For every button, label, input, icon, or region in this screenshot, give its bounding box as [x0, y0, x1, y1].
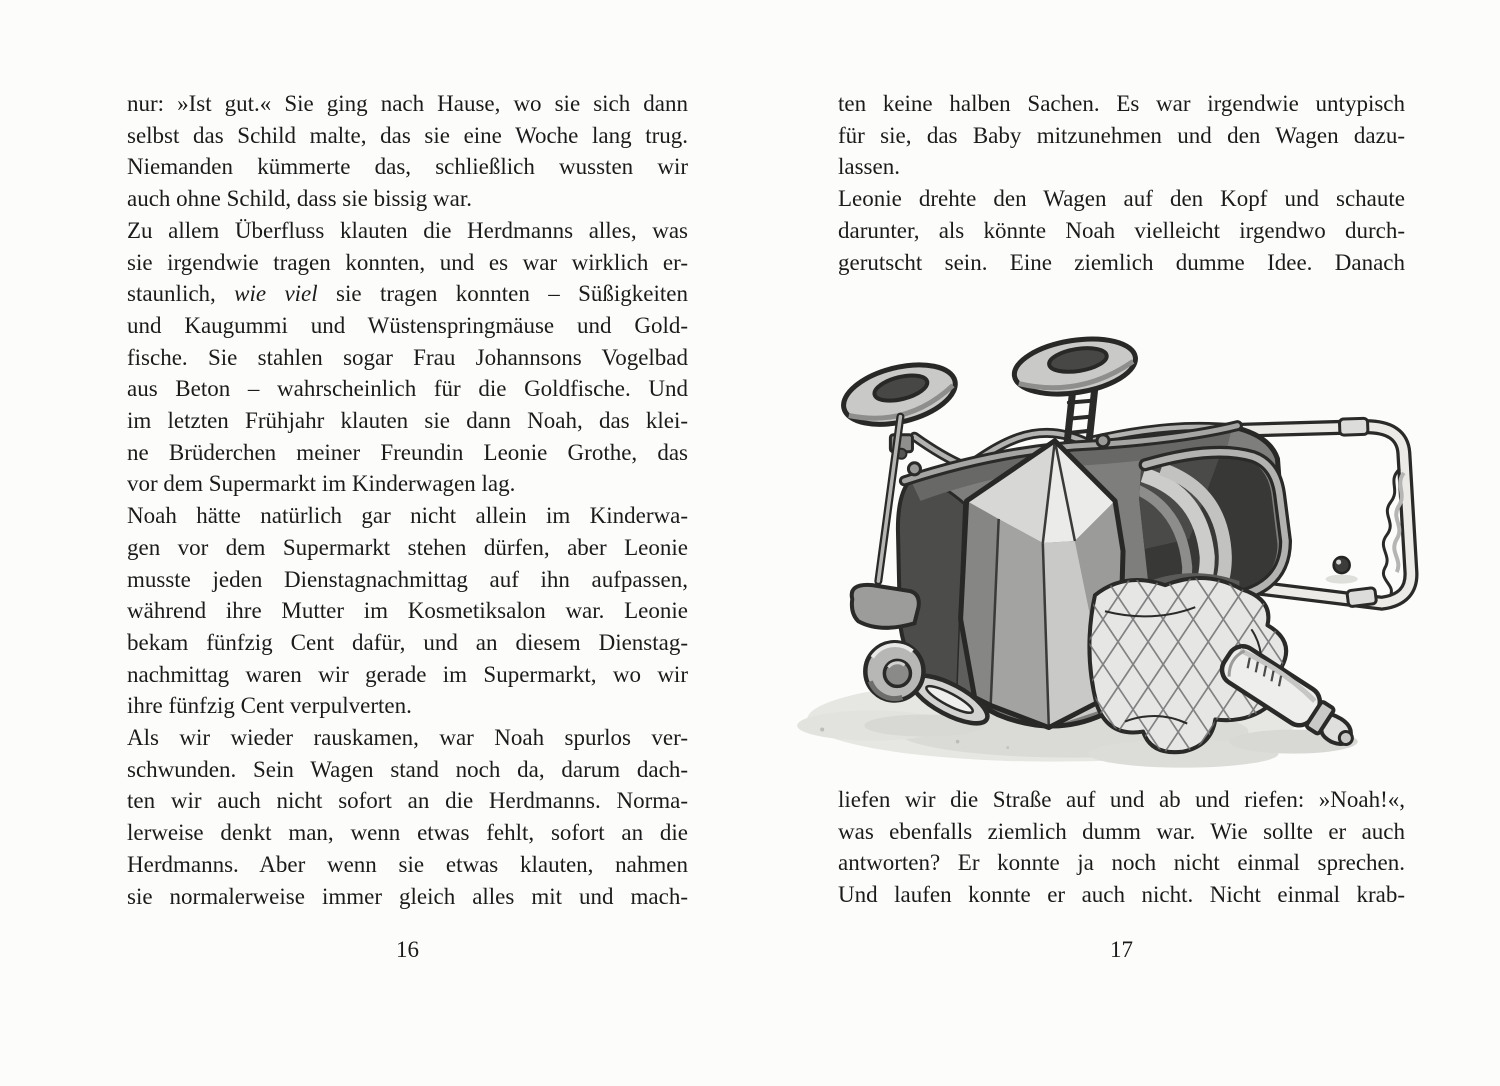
- text-line: gen vor dem Supermarkt stehen dürfen, aber Leonie: [127, 534, 688, 560]
- text-line: ne Brüderchen meiner Freundin Leonie Grothe, das: [127, 439, 688, 465]
- text-line: staunlich, wie viel sie tragen konnten – Süßigkeiten: [127, 281, 688, 307]
- text-line: und Kaugummi und Wüstenspringmäuse und Gold-: [127, 312, 688, 338]
- text-line: im letzten Frühjahr klauten sie dann Noah, das klei-: [127, 408, 688, 434]
- pram-illustration: [752, 288, 1464, 780]
- text-line: bekam fünfzig Cent dafür, und an diesem Dienstag-: [127, 629, 688, 655]
- page-number-left: 16: [396, 937, 419, 962]
- text-line: fische. Sie stahlen sogar Frau Johannsons Vogelbad: [127, 344, 688, 370]
- text-line: liefen wir die Straße auf und ab und riefen: »Noah!«,: [838, 787, 1405, 812]
- text-line: selbst das Schild malte, das sie eine Woche lang trug.: [127, 122, 688, 148]
- text-line: nur: »Ist gut.« Sie ging nach Hause, wo sie sich dann: [127, 91, 688, 116]
- text-line: sie irgendwie tragen konnten, und es war wirklich er-: [127, 249, 688, 275]
- right-page-text-top: [838, 88, 1405, 278]
- text-line: ihre fünfzig Cent verpulverten.: [127, 693, 412, 719]
- small-ball: [1326, 557, 1358, 584]
- text-line: musste jeden Dienstagnachmittag auf ihn aufpassen,: [127, 566, 688, 592]
- text-line: Als wir wieder rauskamen, war Noah spurlos ver-: [127, 725, 688, 751]
- text-line: lerweise denkt man, wenn etwas fehlt, sofort an die: [127, 820, 688, 846]
- text-line: sie normalerweise immer gleich alles mit und mach-: [127, 883, 688, 909]
- text-line: Herdmanns. Aber wenn sie etwas klauten, nahmen: [127, 851, 688, 877]
- text-line: lassen.: [838, 154, 900, 180]
- left-page-text: [127, 88, 688, 912]
- text-line: antworten? Er konnte ja noch nicht einmal sprechen.: [838, 850, 1405, 876]
- text-line: ten keine halben Sachen. Es war irgendwie untypisch: [838, 91, 1405, 116]
- text-line: darunter, als könnte Noah vielleicht irgendwo durch-: [838, 217, 1405, 243]
- text-line: Niemanden kümmerte das, schließlich wussten wir: [127, 154, 688, 180]
- text-line: nachmittag waren wir gerade im Supermarkt, wo wir: [127, 661, 688, 687]
- text-line: ten wir auch nicht sofort an die Herdmanns. Norma-: [127, 788, 688, 814]
- text-line: gerutscht sein. Eine ziemlich dumme Idee. Danach: [838, 249, 1405, 275]
- text-line: schwunden. Sein Wagen stand noch da, darum dach-: [127, 756, 688, 782]
- page-number-right: 17: [1110, 937, 1133, 962]
- text-line: Noah hätte natürlich gar nicht allein im Kinderwa-: [127, 503, 688, 529]
- text-line: Zu allem Überfluss klauten die Herdmanns alles, was: [127, 217, 688, 243]
- right-page-text-bottom: [838, 784, 1405, 911]
- pram-wheel-right: [1010, 331, 1139, 402]
- text-line: was ebenfalls ziemlich dumm war. Wie sollte er auch: [838, 818, 1405, 844]
- text-line: Und laufen konnte er auch nicht. Nicht einmal krab-: [838, 882, 1405, 908]
- text-line: aus Beton – wahrscheinlich für die Goldfische. Und: [127, 376, 688, 402]
- text-line: während ihre Mutter im Kosmetiksalon war. Leonie: [127, 598, 688, 624]
- text-line: für sie, das Baby mitzunehmen und den Wagen dazu-: [838, 122, 1405, 148]
- text-line: Leonie drehte den Wagen auf den Kopf und schaute: [838, 186, 1405, 212]
- text-line: vor dem Supermarkt im Kinderwagen lag.: [127, 471, 516, 497]
- text-line: auch ohne Schild, dass sie bissig war.: [127, 186, 472, 212]
